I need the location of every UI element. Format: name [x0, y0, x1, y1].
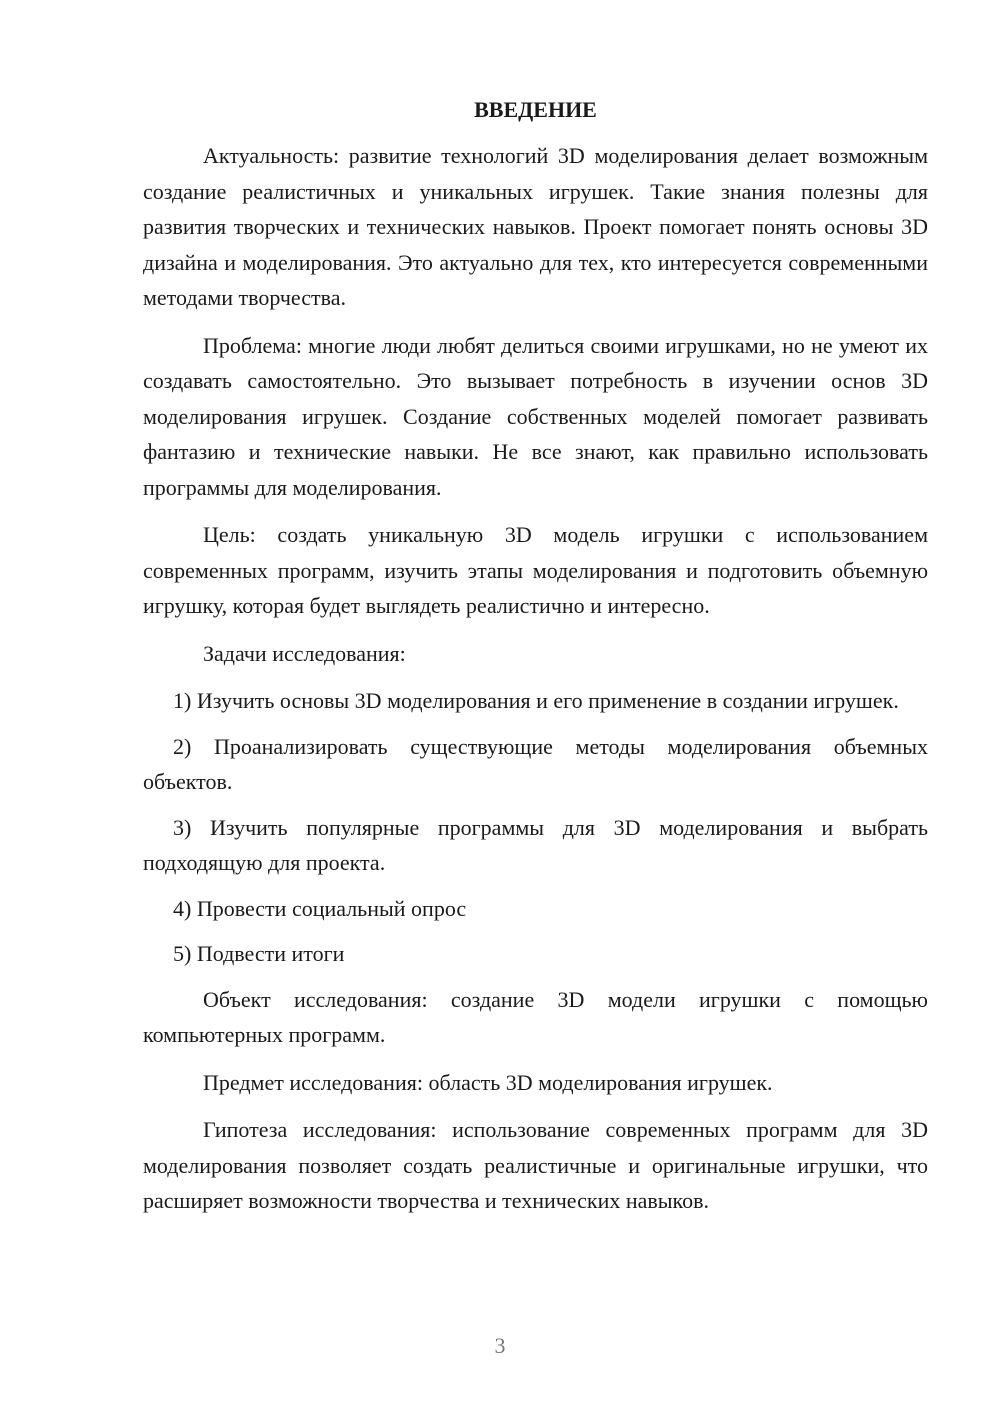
page-number: 3: [494, 1333, 506, 1358]
subject-paragraph: Предмет исследования: область 3D моделирования игрушек.: [203, 1069, 773, 1095]
task-item: 3) Изучить популярные программы для 3D моделирования и выбрать подходящую для проекта.: [143, 814, 928, 875]
task-item: 5) Подвести итоги: [173, 941, 345, 966]
task-item: 4) Провести социальный опрос: [173, 895, 467, 921]
document-page: [143, 92, 928, 1231]
task-item: 1) Изучить основы 3D моделирования и его применение в создании игрушек.: [173, 688, 899, 713]
relevance-paragraph: Актуальность: развитие технологий 3D моделирования делает возможным создание реалистичных и уникальных игрушек. Такие знания полезны для развития творческих и технических навыков. Проект помогает понять основы 3D дизайна и моделирования. Это актуально для тех, кто интересуется современными методами творчества.: [143, 143, 928, 310]
goal-paragraph: Цель: создать уникальную 3D модель игрушки с использованием современных программ, изучить этапы моделирования и подготовить объемную игрушку, которая будет выглядеть реалистично и интересно.: [143, 522, 928, 618]
hypothesis-paragraph: Гипотеза исследования: использование современных программ для 3D моделирования позволяет создать реалистичные и оригинальные игрушки, что расширяет возможности творчества и технических навыков.: [143, 1117, 928, 1213]
object-paragraph: Объект исследования: создание 3D модели игрушки с помощью компьютерных программ.: [143, 986, 928, 1047]
tasks-heading: Задачи исследования:: [203, 640, 406, 666]
section-title: ВВЕДЕНИЕ: [474, 97, 597, 122]
problem-paragraph: Проблема: многие люди любят делиться своими игрушками, но не умеют их создавать самостоятельно. Это вызывает потребность в изучении основ 3D моделирования игрушек. Создание собственных моделей помогает развивать фантазию и технические навыки. Не все знают, как правильно использовать программы для моделирования.: [143, 332, 928, 500]
task-item: 2) Проанализировать существующие методы моделирования объемных объектов.: [143, 733, 928, 794]
